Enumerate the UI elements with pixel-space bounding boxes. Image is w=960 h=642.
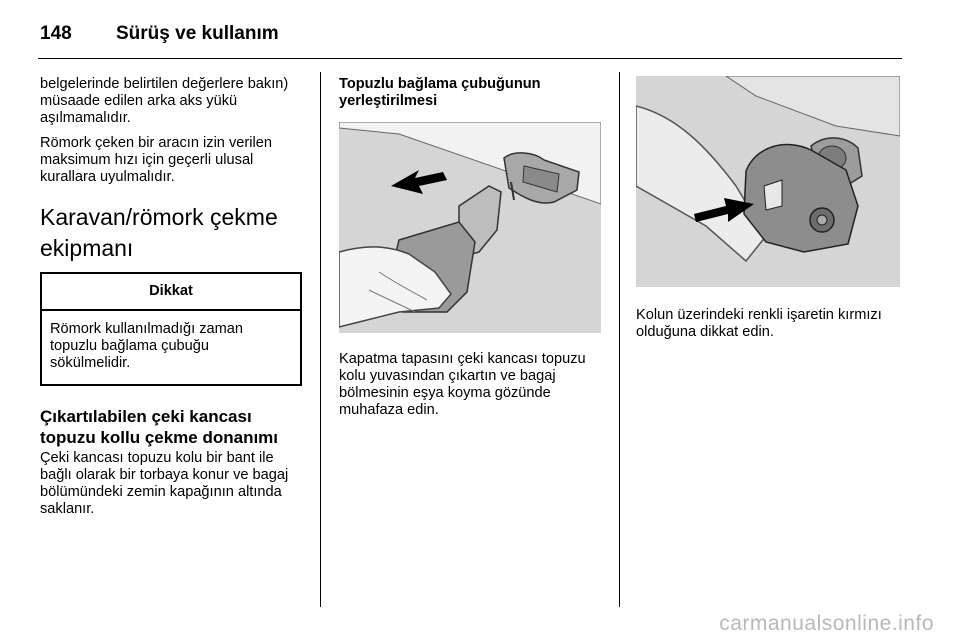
chapter-title: Sürüş ve kullanım [116,23,279,44]
illustration-remove-plug [339,122,601,333]
section-heading: Karavan/römork çekme ekipmanı [40,204,278,261]
column-left [40,76,302,526]
column-divider [320,72,321,607]
figure-caption: Kolun üzerindeki renkli işaretin kırmızı olduğuna dikkat edin. [636,307,882,340]
caution-title: Dikkat [42,274,300,311]
paragraph: belgelerinde belirtilen değerlere bakın) müsaade edilen arka aks yükü aşılmamalıdır. [40,76,289,126]
paragraph: Römork çeken bir aracın izin verilen maksimum hızı için geçerli ulusal kurallara uyulmalıdır. [40,135,272,185]
page-header [40,14,279,54]
paragraph: Çeki kancası topuzu kolu bir bant ile bağlı olarak bir torbaya konur ve bagaj bölümündeki zemin kapağının altında saklanır. [40,450,289,517]
figure-caption: Kapatma tapasını çeki kancası topuzu kolu yuvasından çıkartın ve bagaj bölmesinin eşya koyma gözünde muhafaza edin. [339,351,586,418]
header-rule [38,58,902,59]
caution-box [40,272,302,386]
illustration-check-marking-drawing [636,76,900,287]
column-right [636,76,902,349]
column-middle [339,76,601,427]
subsection-heading: Topuzlu bağlama çubuğunun yerleştirilmesi [339,76,541,109]
illustration-check-marking [636,76,900,287]
caution-text: Römork kullanılmadığı zaman topuzlu bağlama çubuğu sökülmelidir. [50,321,244,371]
column-divider [619,72,620,607]
subsection-heading: Çıkartılabilen çeki kancası topuzu kollu çekme donanımı [40,407,279,447]
page-number: 148 [40,23,72,44]
watermark: carmanualsonline.info [719,612,934,635]
illustration-remove-plug-drawing [339,122,601,333]
